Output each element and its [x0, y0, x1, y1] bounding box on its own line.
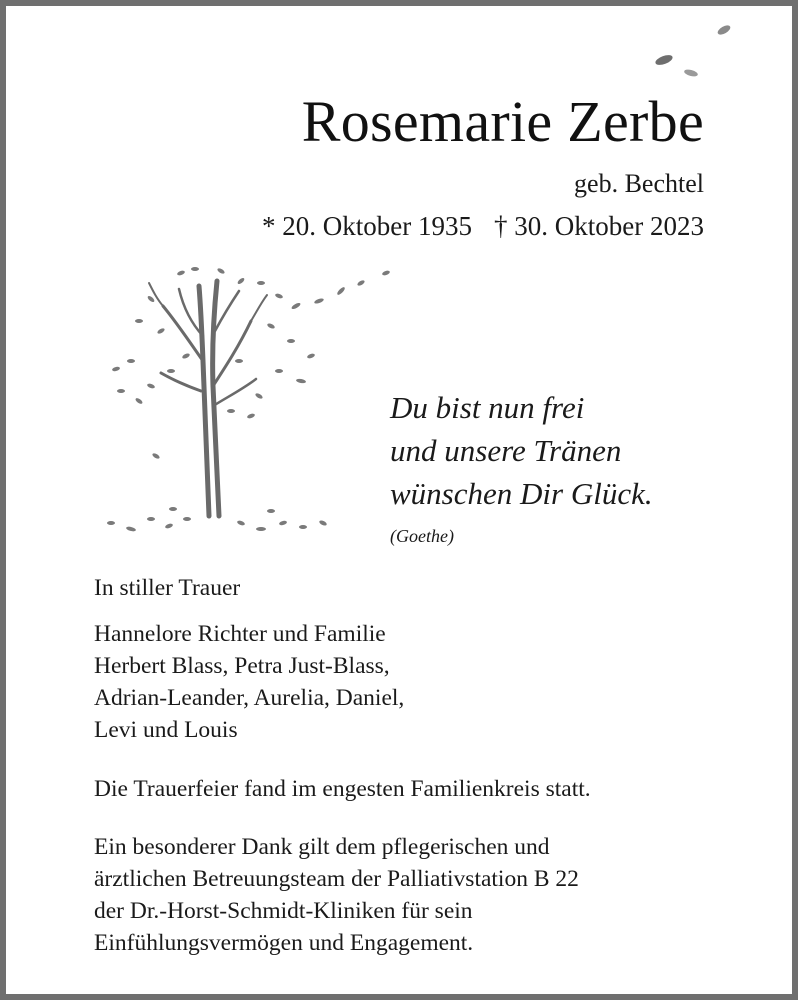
mourner-line: Levi und Louis	[94, 717, 238, 743]
thanks-line: Ein besonderer Dank gilt dem pflegerischen und	[94, 834, 550, 860]
life-dates	[262, 208, 704, 244]
thanks-line: der Dr.-Horst-Schmidt-Kliniken für sein	[94, 898, 473, 924]
mourners-list	[94, 618, 404, 746]
falling-leaves-icon	[636, 18, 736, 88]
deceased-name: Rosemarie Zerbe	[301, 89, 704, 154]
thanks-line: Einfühlungsvermögen und Engagement.	[94, 930, 474, 956]
quote-source: (Goethe)	[390, 526, 454, 546]
quote-line: und unsere Tränen	[390, 433, 622, 468]
thanks-paragraph	[94, 831, 579, 959]
service-note: Die Trauerfeier fand im engesten Familienkreis statt.	[94, 776, 591, 802]
thanks-line: ärztlichen Betreuungsteam der Palliativstation B 22	[94, 866, 579, 892]
quote-line: Du bist nun frei	[390, 390, 585, 425]
maiden-name: geb. Bechtel	[574, 169, 704, 198]
death-date: † 30. Oktober 2023	[494, 211, 704, 241]
tree-with-falling-leaves-icon	[91, 261, 411, 546]
mourner-line: Adrian-Leander, Aurelia, Daniel,	[94, 685, 405, 711]
mourner-line: Herbert Blass, Petra Just-Blass,	[94, 653, 390, 679]
birth-date: * 20. Oktober 1935	[262, 211, 473, 241]
mourning-title: In stiller Trauer	[94, 575, 241, 601]
mourner-line: Hannelore Richter und Familie	[94, 621, 386, 647]
quote-line: wünschen Dir Glück.	[390, 476, 653, 511]
memorial-quote	[390, 386, 653, 515]
